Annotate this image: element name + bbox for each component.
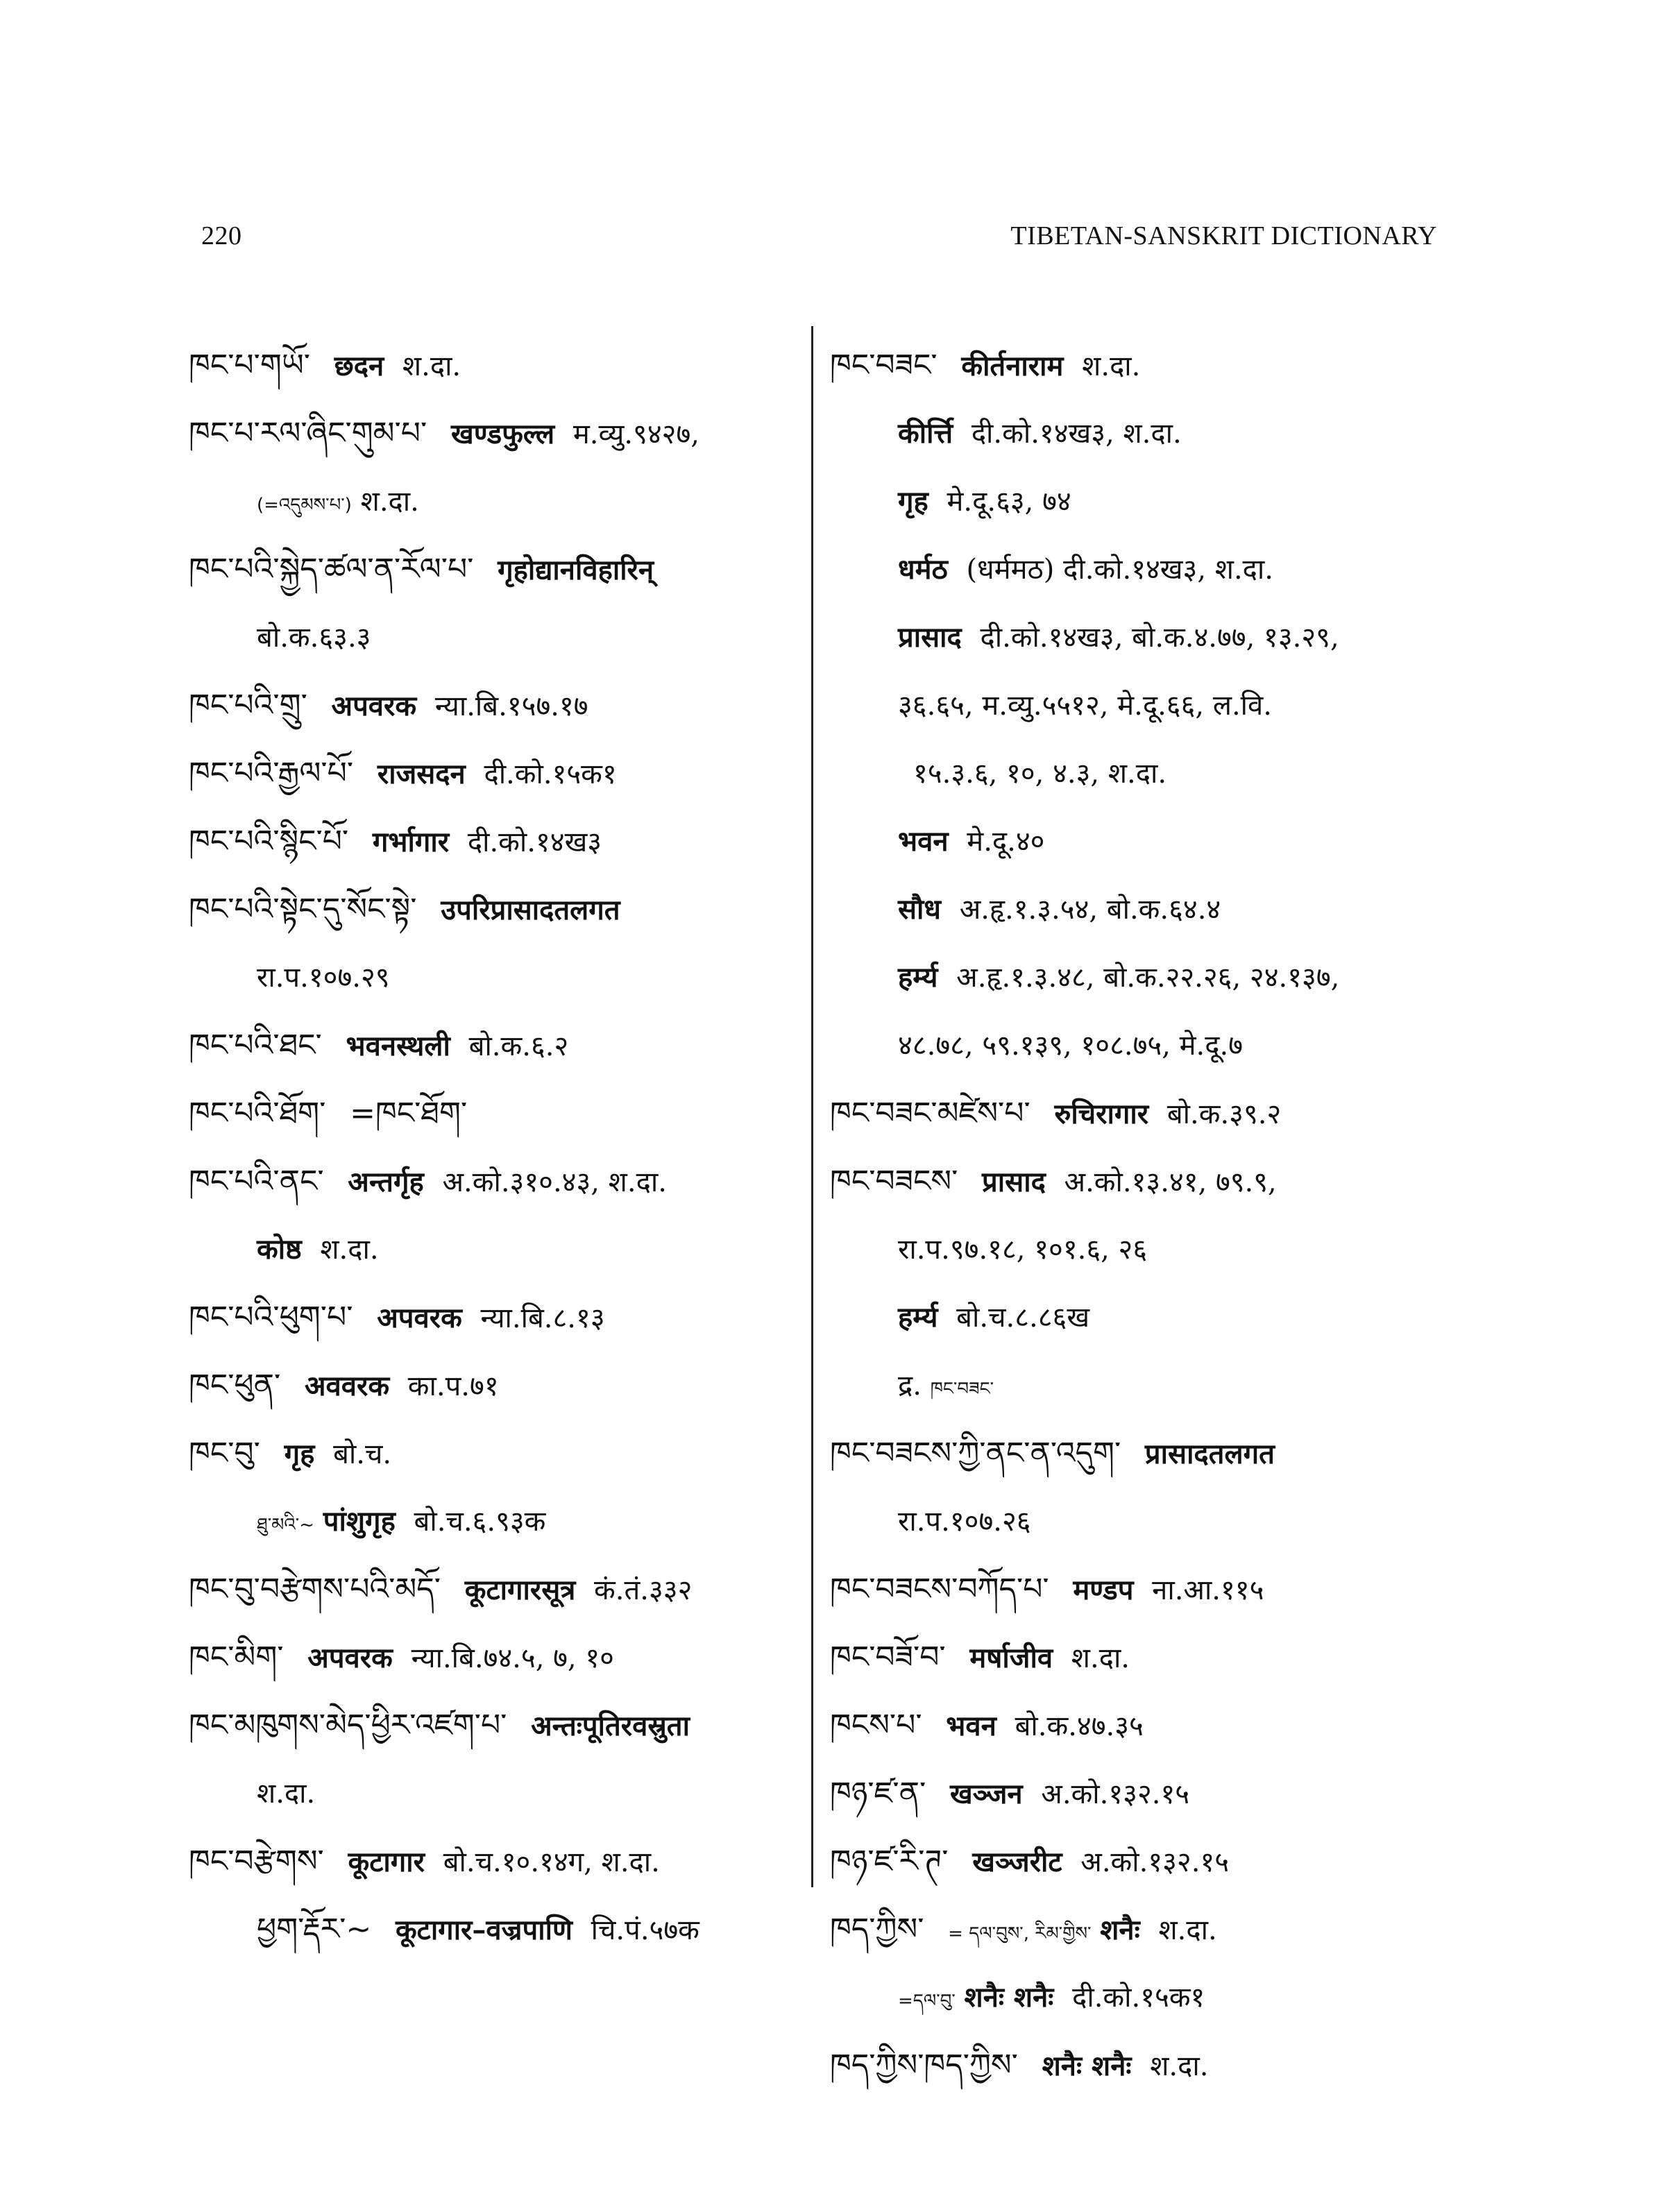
tibetan-gloss: ཐུ་མའི་~ [257, 1515, 315, 1535]
source-reference: बो.क.४७.३५ [1015, 1710, 1144, 1742]
entry-line [189, 1352, 799, 1420]
entry-line [830, 1284, 1441, 1352]
sanskrit-equivalent: खञ्जन [949, 1778, 1023, 1810]
entry-line [189, 1896, 799, 1964]
source-reference: न्या.बि.१५७.१७ [434, 690, 588, 722]
dictionary-entry [830, 1692, 1441, 1760]
tibetan-headword: ཁང་པའི་རྒྱལ་པོ་ [189, 756, 354, 791]
entry-line [830, 2032, 1441, 2100]
sanskrit-equivalent: अपवरक [307, 1642, 393, 1674]
dictionary-entry [189, 1420, 799, 1556]
source-reference: कं.तं.३३२ [594, 1574, 693, 1606]
source-reference: श.दा. [320, 1234, 379, 1266]
sanskrit-equivalent: उपरिप्रासादतलगत [441, 894, 620, 926]
entry-line [189, 1828, 799, 1896]
sanskrit-equivalent: कीर्त्ति [898, 417, 953, 450]
sanskrit-equivalent: हर्म्य [898, 961, 938, 994]
sanskrit-equivalent: हर्म्य [898, 1301, 938, 1334]
source-reference: रा.प.१०७.२६ [898, 1506, 1031, 1538]
entry-line [189, 1420, 799, 1488]
source-reference: रा.प.१०७.२९ [257, 962, 390, 994]
tibetan-headword: ཁང་མིག་ [189, 1640, 284, 1675]
sanskrit-equivalent: गृहोद्यानविहारिन् [498, 554, 654, 586]
tibetan-headword: ཁཉ་ཛ་རི་ཊ་ [830, 1844, 949, 1879]
tibetan-headword: ཁང་པའི་ཐོག་ [189, 1096, 326, 1131]
left-column [189, 332, 799, 1964]
sanskrit-equivalent: अपवरक [331, 690, 417, 722]
entry-line [830, 1148, 1441, 1216]
source-reference: रा.प.९७.१८, १०१.६, २६ [898, 1234, 1148, 1266]
sanskrit-equivalent: सौध [898, 893, 941, 926]
entry-line [189, 1216, 799, 1284]
sanskrit-equivalent: कूटागार [348, 1846, 425, 1878]
entry-line [830, 1352, 1441, 1420]
sanskrit-equivalent: धर्मठ [898, 553, 948, 586]
tibetan-headword: ཁང་བརྩེགས་ [189, 1844, 324, 1879]
entry-line [189, 468, 799, 536]
source-reference: दी.को.१५क१ [1072, 1982, 1205, 2014]
source-reference: दी.को.१५क१ [484, 758, 617, 790]
tibetan-headword: ཁང་བཟང་ [830, 348, 937, 383]
tibetan-headword: ཁང་པའི་སྙིང་པོ་ [189, 824, 349, 859]
entry-line [189, 944, 799, 1012]
entry-line [830, 1012, 1441, 1080]
sanskrit-equivalent: गृह [898, 485, 928, 518]
dictionary-entry [830, 2032, 1441, 2100]
entry-line [830, 808, 1441, 876]
dictionary-entry [189, 1012, 799, 1080]
tibetan-headword: ཁང་བུ་ [189, 1436, 260, 1471]
sanskrit-equivalent: भवन [946, 1710, 996, 1742]
source-reference: अ.को.१३.४१, ७९.९, [1064, 1166, 1277, 1198]
sanskrit-equivalent: खञ्जरीट [972, 1846, 1062, 1878]
dictionary-entry [189, 1556, 799, 1624]
sanskrit-equivalent: शनैः शनैः [964, 1981, 1054, 2014]
tibetan-gloss: ཁང་བཟང་ [930, 1379, 994, 1399]
tibetan-cross-reference: =ཁང་ཐོག་ [350, 1096, 468, 1131]
entry-line [189, 604, 799, 672]
source-reference: बो.च.६.९३क [414, 1506, 546, 1538]
entry-line [830, 1828, 1441, 1896]
source-reference: न्या.बि.७४.५, ७, १० [411, 1642, 614, 1674]
source-reference: चि.पं.५७क [591, 1914, 699, 1946]
source-reference: बो.च.८.८६ख [956, 1302, 1090, 1334]
source-reference: बो.च.१०.१४ग, श.दा. [443, 1846, 660, 1878]
dictionary-entry [189, 672, 799, 740]
entry-line [830, 1964, 1441, 2032]
tibetan-headword: ཁངས་པ་ [830, 1708, 922, 1743]
entry-line [830, 1420, 1441, 1488]
tibetan-headword: ཁད་ཀྱིས་ཁད་ཀྱིས་ [830, 2048, 1018, 2083]
tibetan-headword: ཁང་པ་རལ་ཞིང་གུམ་པ་ [189, 416, 427, 451]
sanskrit-equivalent: मर्षाजीव [969, 1642, 1053, 1674]
dictionary-entry [189, 876, 799, 1012]
tibetan-headword: ཁད་ཀྱིས་ [830, 1912, 924, 1947]
entry-line [189, 1080, 799, 1148]
entry-line [189, 1556, 799, 1624]
source-reference: का.प.७१ [407, 1370, 499, 1402]
sanskrit-equivalent: खण्डफुल्ल [450, 418, 555, 450]
dictionary-entry [189, 1284, 799, 1352]
dictionary-entry [189, 1692, 799, 1828]
source-reference: अ.को.१३२.१५ [1041, 1778, 1190, 1810]
sanskrit-equivalent: प्रासादतलगत [1144, 1438, 1275, 1470]
sanskrit-equivalent: कोष्ठ [257, 1233, 302, 1266]
entry-line [189, 1760, 799, 1828]
source-reference: श.दा. [257, 1778, 316, 1810]
tibetan-headword: ཁང་མཁུགས་མེད་ཕྱིར་འཛག་པ་ [189, 1708, 507, 1743]
dictionary-entry [189, 808, 799, 876]
tibetan-headword: ཁང་པའི་སྟེང་དུ་སོང་སྟེ་ [189, 892, 417, 927]
source-reference: बो.क.३९.२ [1166, 1098, 1282, 1130]
tibetan-headword: ཁང་བཟོ་བ་ [830, 1640, 946, 1675]
entry-line [189, 740, 799, 808]
source-reference: ना.आ.११५ [1152, 1574, 1264, 1606]
entry-line [189, 672, 799, 740]
tibetan-gloss: (=འདུམས་པ་) [257, 495, 352, 516]
source-reference: बो.क.६३.३ [257, 622, 371, 654]
dictionary-entry [830, 1624, 1441, 1692]
entry-line [830, 1080, 1441, 1148]
entry-line [189, 1284, 799, 1352]
source-reference: ४८.७८, ५९.१३९, १०८.७५, मे.दू.७ [898, 1030, 1244, 1062]
source-reference: म.व्यु.९४२७, [572, 418, 699, 450]
dictionary-entry [830, 1420, 1441, 1556]
source-reference: बो.च. [333, 1438, 392, 1470]
tibetan-headword: ཁང་བཟངས་ [830, 1164, 958, 1199]
source-reference: मे.दू.६३, ७४ [947, 486, 1071, 518]
entry-line [830, 604, 1441, 672]
dictionary-entry [189, 536, 799, 672]
tibetan-headword: ཁང་པའི་ཐང་ [189, 1028, 322, 1063]
source-reference: श.दा. [1071, 1642, 1130, 1674]
entry-line [830, 672, 1441, 740]
sanskrit-equivalent: कीर्तनाराम [961, 350, 1064, 382]
source-reference: श.दा. [1158, 1914, 1217, 1946]
source-reference: मे.दू.४० [967, 826, 1045, 858]
dictionary-entry [189, 740, 799, 808]
tibetan-headword: ཁང་བུ་བརྩེགས་པའི་མདོ་ [189, 1572, 441, 1607]
source-reference: श.दा. [360, 486, 419, 518]
entry-line [830, 1896, 1441, 1964]
source-reference: बो.क.६.२ [468, 1030, 569, 1062]
sanskrit-equivalent: शनैः शनैः [1042, 2050, 1132, 2082]
sanskrit-equivalent: मण्डप [1073, 1574, 1134, 1606]
dictionary-entry [830, 1080, 1441, 1148]
dictionary-entry [830, 1148, 1441, 1420]
entry-line [830, 468, 1441, 536]
source-reference: ३६.६५, म.व्यु.५५१२, मे.दू.६६, ल.वि. [898, 690, 1272, 722]
source-reference: अ.को.१३२.१५ [1080, 1846, 1230, 1878]
sanskrit-equivalent: अपवरक [377, 1302, 462, 1334]
sanskrit-equivalent: राजसदन [377, 758, 466, 790]
dictionary-entry [189, 332, 799, 400]
entry-line [830, 400, 1441, 468]
entry-line [830, 1692, 1441, 1760]
entry-line [830, 1556, 1441, 1624]
entry-line [830, 1488, 1441, 1556]
entry-line [189, 536, 799, 604]
dictionary-entry [830, 332, 1441, 1080]
dictionary-entry [189, 1352, 799, 1420]
tibetan-headword: ཁང་པའི་ནང་ [189, 1164, 324, 1199]
running-head: TIBETAN-SANSKRIT DICTIONARY [1010, 221, 1437, 250]
dictionary-entry [189, 1148, 799, 1284]
source-reference: अ.हृ.१.३.४८, बो.क.२२.२६, २४.१३७, [956, 962, 1340, 994]
dictionary-entry [189, 400, 799, 536]
entry-line [189, 1624, 799, 1692]
source-reference: द्र. [898, 1370, 922, 1402]
tibetan-headword: ཁང་ཕུན་ [189, 1368, 281, 1403]
entry-line [189, 1488, 799, 1556]
sanskrit-equivalent: अववरक [304, 1370, 390, 1402]
entry-line [830, 536, 1441, 604]
entry-line [830, 1624, 1441, 1692]
entry-line [189, 808, 799, 876]
entry-line [189, 332, 799, 400]
source-reference: १५.३.६, १०, ४.३, श.दा. [913, 758, 1167, 790]
page-header [201, 221, 1437, 255]
entry-line [189, 876, 799, 944]
sanskrit-equivalent: कूटागार–वज्रपाणि [395, 1914, 572, 1946]
tibetan-headword: ཁང་བཟངས་བཀོད་པ་ [830, 1572, 1049, 1607]
sanskrit-equivalent: अन्तःपूतिरवस्रुता [531, 1710, 690, 1742]
source-reference: श.दा. [402, 350, 461, 382]
entry-line [189, 400, 799, 468]
dictionary-entry [189, 1624, 799, 1692]
entry-line [830, 740, 1441, 808]
sanskrit-equivalent: रुचिरागार [1054, 1098, 1149, 1130]
entry-line [189, 1148, 799, 1216]
tibetan-gloss: =དལ་བུ་ [898, 1991, 956, 2011]
tibetan-headword: ཁང་པ་གཡོ་ [189, 348, 310, 383]
entry-line [830, 876, 1441, 944]
source-reference: श.दा. [1150, 2050, 1209, 2082]
dictionary-entry [830, 1896, 1441, 2032]
sanskrit-equivalent: गर्भागार [372, 826, 450, 858]
tibetan-headword: ཁང་པའི་སྐྱེད་ཚལ་ན་རོལ་པ་ [189, 552, 474, 587]
tibetan-headword: ཁང་པའི་ཕུག་པ་ [189, 1300, 353, 1335]
right-column [830, 332, 1441, 2100]
dictionary-entry [189, 1828, 799, 1964]
entry-line [189, 1012, 799, 1080]
dictionary-entry [189, 1080, 799, 1148]
entry-line [830, 1760, 1441, 1828]
tibetan-headword: ཁང་བཟང་མཛེས་པ་ [830, 1096, 1030, 1131]
sanskrit-equivalent: शनैः [1100, 1914, 1140, 1946]
entry-line [189, 1692, 799, 1760]
tibetan-headword: ཁང་བཟངས་ཀྱི་ནང་ན་འདུག་ [830, 1436, 1121, 1471]
column-divider [811, 326, 813, 1887]
sanskrit-equivalent: भवनस्थली [346, 1030, 450, 1062]
dictionary-entry [830, 1760, 1441, 1828]
tibetan-headword: ཁང་པའི་གྲུ་ [189, 688, 307, 723]
sanskrit-equivalent: कूटागारसूत्र [464, 1574, 576, 1606]
page-number: 220 [201, 221, 242, 250]
sanskrit-equivalent: अन्तर्गृह [348, 1166, 424, 1198]
tibetan-gloss: = དལ་བུས་, རིམ་གྱིས་ [948, 1923, 1092, 1944]
sanskrit-equivalent: भवन [898, 825, 949, 858]
source-reference: अ.को.३१०.४३, श.दा. [442, 1166, 667, 1198]
source-reference: दी.को.१४ख३, श.दा. [971, 418, 1182, 450]
dictionary-entry [830, 1828, 1441, 1896]
sanskrit-equivalent: प्रासाद [898, 621, 962, 654]
source-reference: दी.को.१४ख३ [467, 826, 602, 858]
tibetan-headword: ཕྱག་རྡོར་~ [257, 1912, 372, 1947]
source-reference: न्या.बि.८.१३ [480, 1302, 605, 1334]
source-reference: श.दा. [1082, 350, 1141, 382]
source-reference: अ.हृ.१.३.५४, बो.क.६४.४ [959, 894, 1221, 926]
sanskrit-equivalent: गृह [284, 1438, 315, 1470]
tibetan-headword: ཁཉ་ཛ་ན་ [830, 1776, 926, 1811]
entry-line [830, 944, 1441, 1012]
dictionary-entry [830, 1556, 1441, 1624]
source-reference: दी.को.१४ख३, बो.क.४.७७, १३.२९, [980, 622, 1339, 654]
sanskrit-equivalent: प्रासाद [982, 1166, 1046, 1198]
sanskrit-equivalent: छदन [334, 350, 384, 382]
sanskrit-equivalent: पांशुगृह [323, 1505, 396, 1538]
source-reference: (धर्ममठ) दी.को.१४ख३, श.दा. [966, 554, 1273, 586]
entry-line [830, 332, 1441, 400]
entry-line [830, 1216, 1441, 1284]
